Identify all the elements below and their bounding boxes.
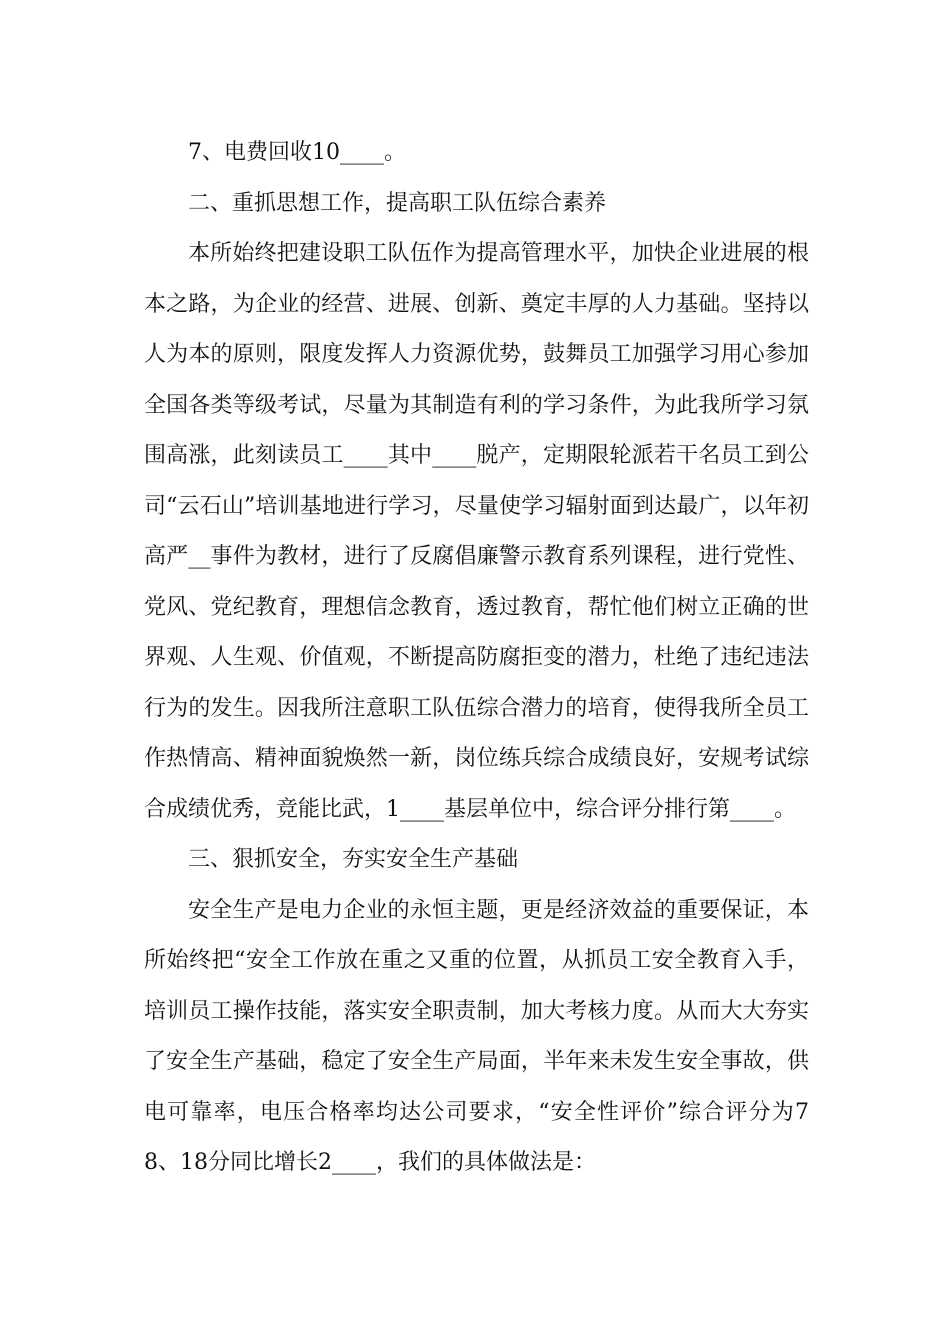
paragraph-safety-production: 安全生产是电力企业的永恒主题，更是经济效益的重要保证，本所始终把“安全工作放在重之又重的位置，从抓员工安全教育入手，培训员工操作技能，落实安全职责制，加大考核力度。从而大大夯实了安全生产基础，稳定了安全生产局面，半年来未发生安全事故，供电可靠率，电压合格率均达公司要求，“安全性评价”综合评分为78、18分同比增长2____，我们的具体做法是：	[144, 897, 809, 1175]
paragraph-staff-training: 本所始终把建设职工队伍作为提高管理水平，加快企业进展的根本之路，为企业的经营、进展、创新、奠定丰厚的人力基础。坚持以人为本的原则，限度发挥人力资源优势，鼓舞员工加强学习用心参加全国各类等级考试，尽量为其制造有利的学习条件，为此我所学习氛围高涨，此刻读员工____其中____脱产，定期限轮派若干名员工到公司“云石山”培训基地进行学习，尽量使学习辐射面到达最广，以年初高严__事件为教材，进行了反腐倡廉警示教育系列课程，进行党性、党风、党纪教育，理想信念教育，透过教育，帮忙他们树立正确的世界观、人生观、价值观，不断提高防腐拒变的潜力，杜绝了违纪违法行为的发生。因我所注意职工队伍综合潜力的培育，使得我所全员工作热情高、精神面貌焕然一新，岗位练兵综合成绩良好，安规考试综合成绩优秀，竞能比武，1____基层单位中，综合评分排行第____。	[144, 241, 809, 822]
paragraph-item-7: 7、电费回收10____。	[188, 140, 406, 165]
section-heading-3: 三、狠抓安全，夯实安全生产基础	[188, 847, 519, 872]
section-heading-2: 二、重抓思想工作，提高职工队伍综合素养	[188, 190, 607, 216]
document-body	[144, 128, 809, 1189]
